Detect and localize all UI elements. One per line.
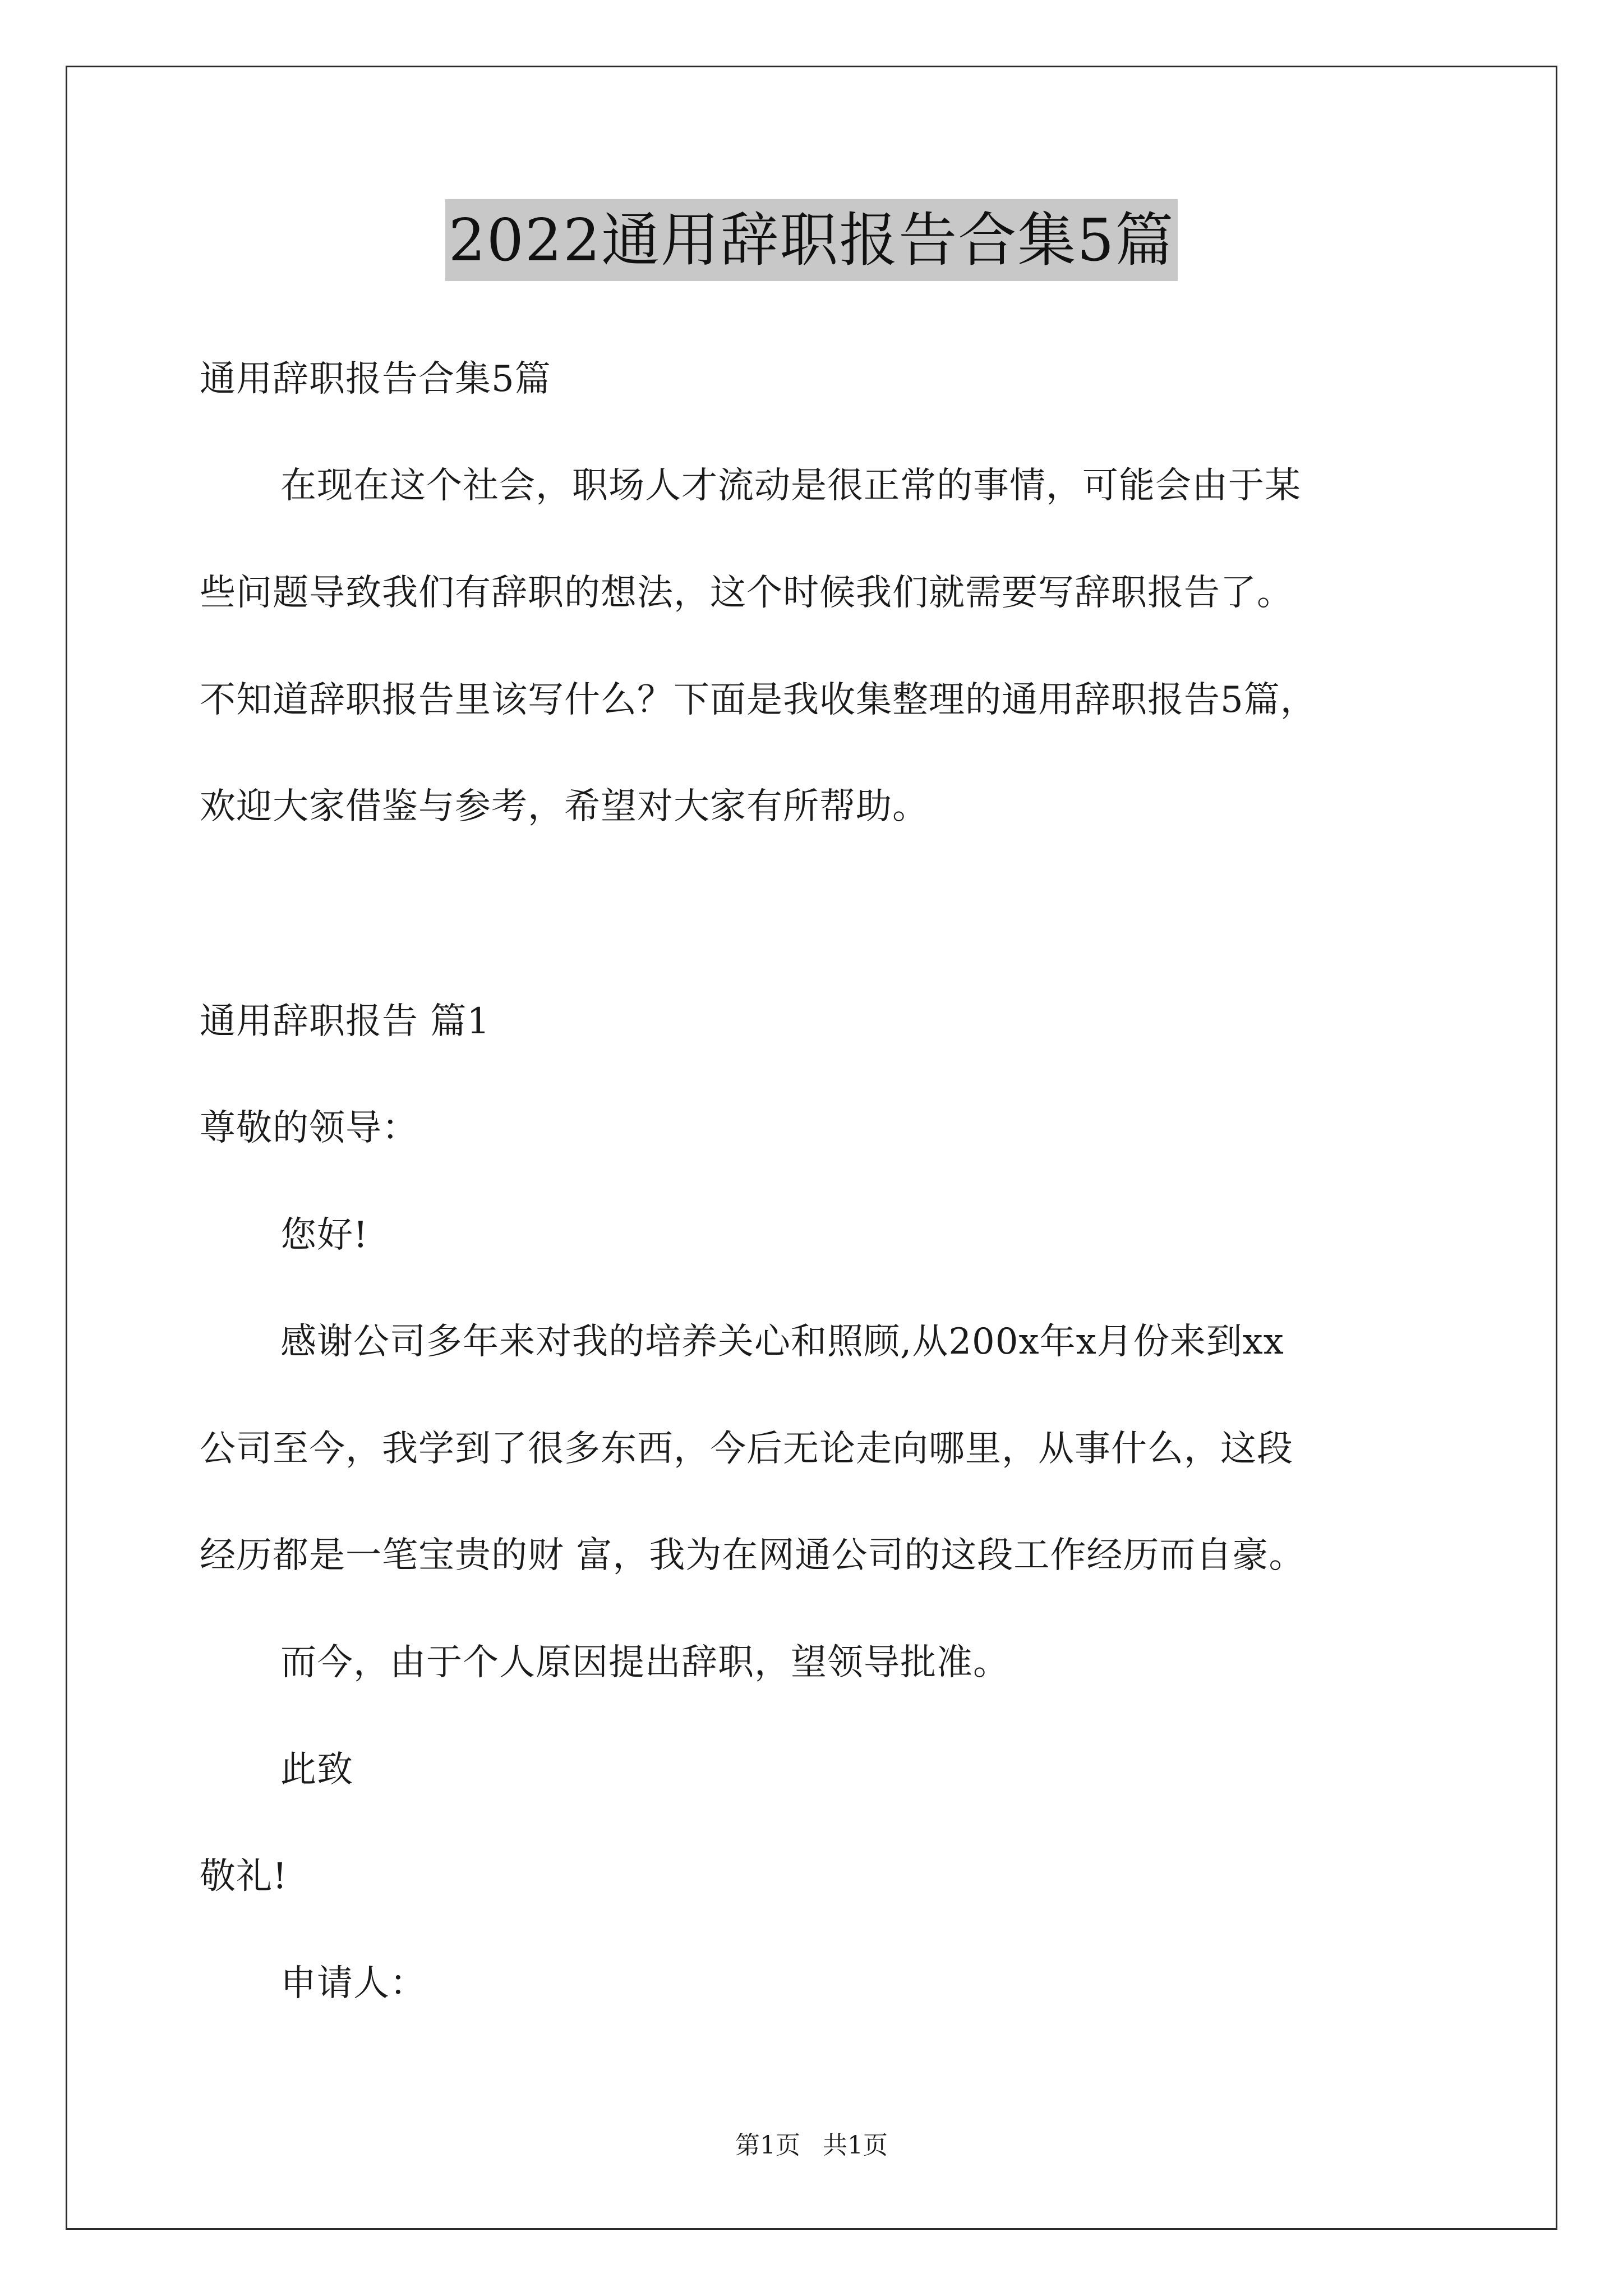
title-container <box>0 199 1623 281</box>
greeting: 您好! <box>280 1214 368 1256</box>
intro-line-3: 不知道辞职报告里该写什么？下面是我收集整理的通用辞职报告5篇， <box>200 679 1317 721</box>
salutation: 尊敬的领导： <box>200 1107 418 1149</box>
body-line-3: 经历都是一笔宝贵的财 富，我为在网通公司的这段工作经历而自豪。 <box>200 1535 1306 1576</box>
document-subtitle: 通用辞职报告合集5篇 <box>200 358 551 400</box>
intro-line-1: 在现在这个社会，职场人才流动是很正常的事情，可能会由于某 <box>280 465 1301 507</box>
reason-line: 而今，由于个人原因提出辞职，望领导批准。 <box>280 1642 1009 1683</box>
body-line-1: 感谢公司多年来对我的培养关心和照顾,从200x年x月份来到xx <box>280 1321 1284 1363</box>
section-heading: 通用辞职报告 篇1 <box>200 1001 491 1042</box>
closing-line-1: 此致 <box>280 1749 353 1791</box>
page-number: 第1页 <box>735 2131 800 2160</box>
page-footer <box>0 2130 1623 2161</box>
closing-line-2: 敬礼! <box>200 1856 288 1897</box>
intro-line-4: 欢迎大家借鉴与参考，希望对大家有所帮助。 <box>200 786 929 827</box>
document-title: 2022通用辞职报告合集5篇 <box>445 199 1178 281</box>
signature-label: 申请人： <box>280 1963 426 2004</box>
intro-line-2: 些问题导致我们有辞职的想法，这个时候我们就需要写辞职报告了。 <box>200 572 1293 614</box>
body-line-2: 公司至今，我学到了很多东西，今后无论走向哪里，从事什么，这段 <box>200 1428 1293 1470</box>
total-pages: 共1页 <box>823 2131 888 2160</box>
